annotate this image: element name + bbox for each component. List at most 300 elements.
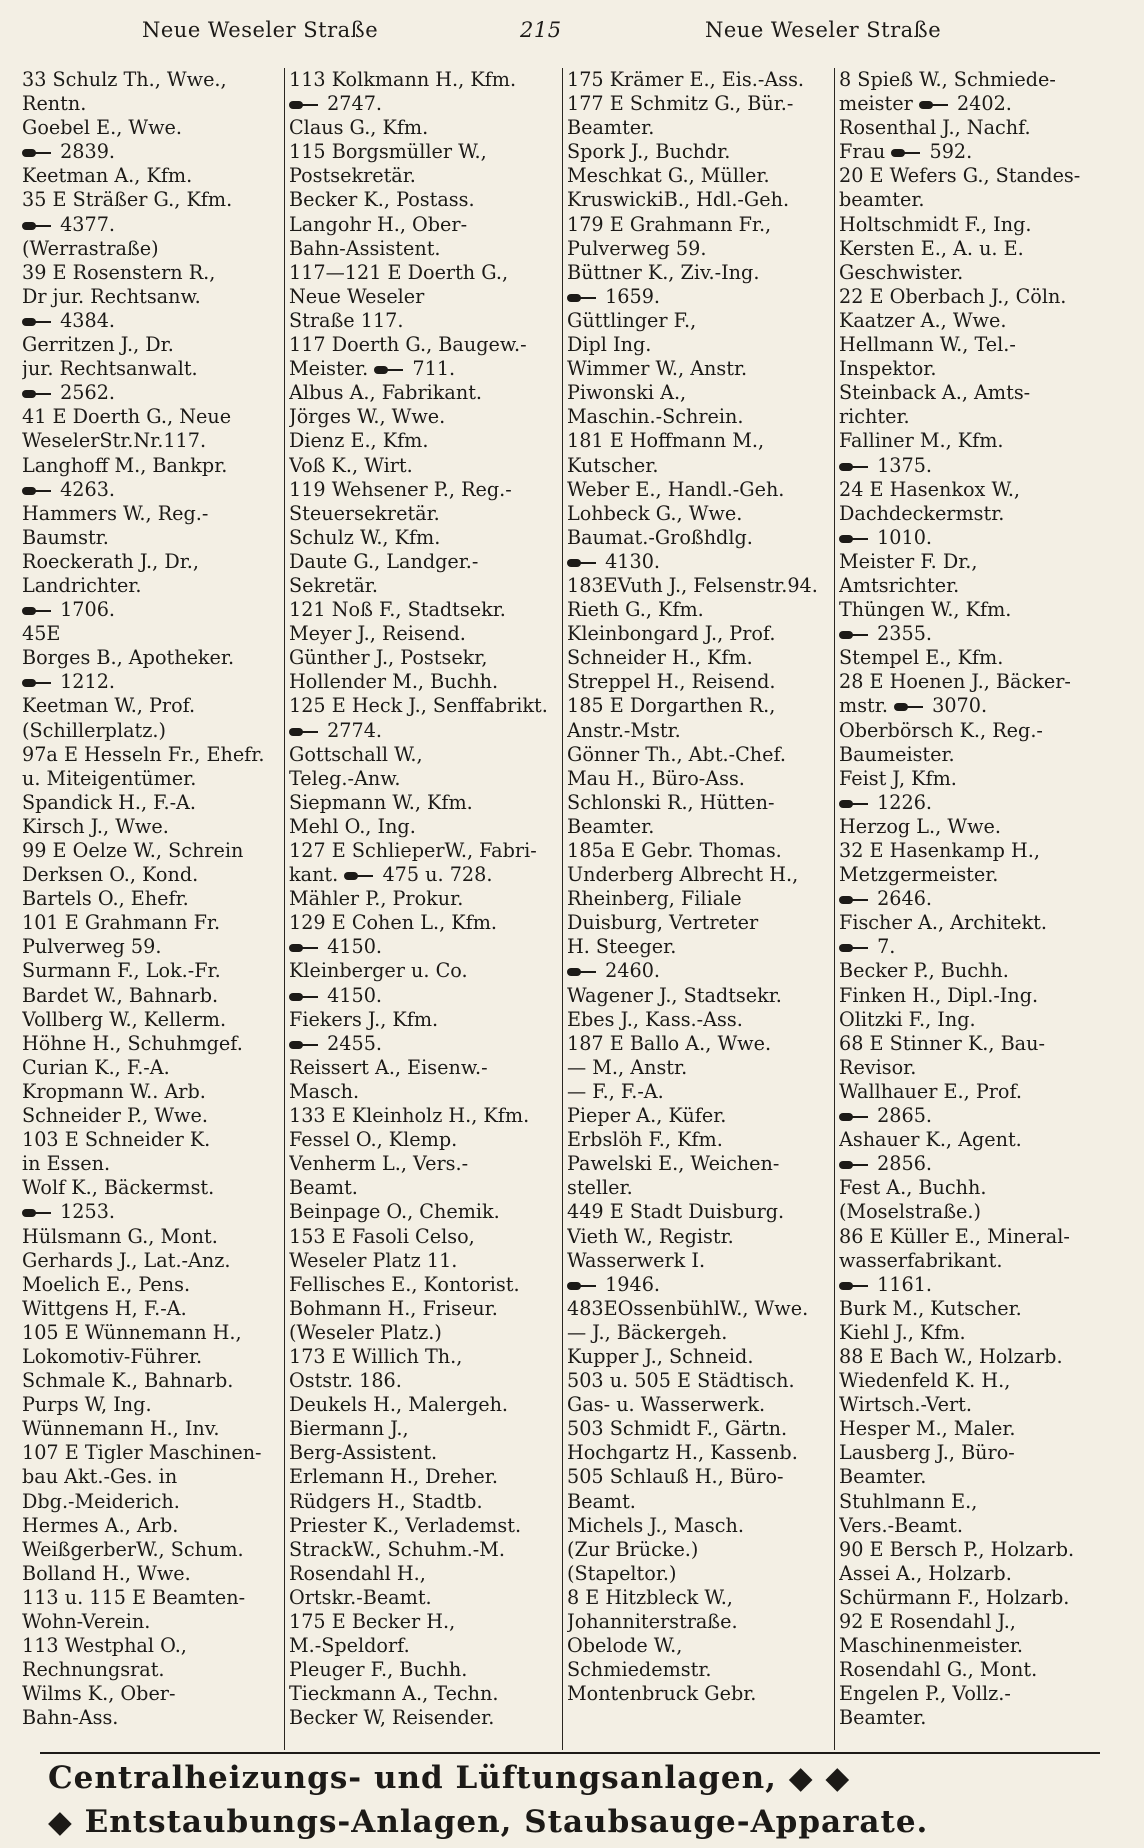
entry-line: Wolf K., Bäckermst. xyxy=(22,1176,215,1200)
entry-line: Kleinberger u. Co. xyxy=(289,959,468,983)
entry-line: Hermes A., Arb. xyxy=(22,1513,179,1537)
entry-line: 2455. xyxy=(289,1032,559,1056)
entry-line: 32 E Hasenkamp H., xyxy=(839,839,1040,862)
entry-line: u. Miteigentümer. xyxy=(22,766,197,790)
telephone-icon xyxy=(22,486,52,496)
entry-line: 2646. xyxy=(839,887,1131,911)
telephone-icon xyxy=(289,727,319,737)
entry-line: Assei A., Holzarb. xyxy=(839,1561,1012,1585)
entry-line: Beamter. xyxy=(839,1465,927,1489)
entry-line: Baumeister. xyxy=(839,742,955,766)
entry-line: meister 2402. xyxy=(839,92,1012,116)
entry-line: 4384. xyxy=(22,309,270,333)
entry-line: Wohn-Verein. xyxy=(22,1610,151,1633)
entry-line: Büttner K., Ziv.-Ing. xyxy=(567,260,760,284)
entry-line: 103 E Schneider K. xyxy=(22,1128,211,1152)
entry-line: Schneider H., Kfm. xyxy=(567,646,753,670)
entry-line: Fellisches E., Kontorist. xyxy=(289,1272,520,1296)
entry-line: (Stapeltor.) xyxy=(567,1561,677,1585)
entry-line: Siepmann W., Kfm. xyxy=(289,790,473,814)
entry-line: Schürmann F., Holzarb. xyxy=(839,1585,1070,1609)
entry-line: Meschkat G., Müller. xyxy=(567,164,770,188)
telephone-icon xyxy=(289,943,319,953)
entry-line: 187 E Ballo A., Wwe. xyxy=(567,1031,772,1055)
entry-line: Bahn-Ass. xyxy=(22,1706,119,1730)
entry-line: Erlemann H., Dreher. xyxy=(289,1465,498,1489)
entry-line: Vers.-Beamt. xyxy=(839,1513,963,1537)
entry-line: Hammers W., Reg.- xyxy=(22,501,209,525)
entry-line: 88 E Bach W., Holzarb. xyxy=(839,1344,1063,1368)
entry-line: Becker P., Buchh. xyxy=(839,959,1009,983)
entry-line: Hollender M., Buchh. xyxy=(289,670,499,694)
entry-line: 92 E Rosendahl J., xyxy=(839,1610,1016,1633)
telephone-icon xyxy=(22,317,52,327)
entry-line: Moelich E., Pens. xyxy=(22,1272,191,1296)
entry-line: bau Akt.-Ges. in xyxy=(22,1465,178,1489)
entry-line: 4377. xyxy=(22,213,270,237)
entry-line: Burk M., Kutscher. xyxy=(839,1296,1022,1320)
telephone-icon xyxy=(567,293,597,303)
footer-rule xyxy=(40,1752,1100,1754)
entry-line: 2460. xyxy=(567,959,832,983)
entry-line: 24 E Hasenkox W., xyxy=(839,477,1021,501)
entry-line: Vollberg W., Kellerm. xyxy=(22,1007,227,1031)
entry-line: Baumstr. xyxy=(22,525,109,549)
entry-line: Pawelski E., Weichen- xyxy=(567,1152,780,1176)
entry-line: 177 E Schmitz G., Bür.- xyxy=(567,92,794,116)
entry-line: 505 Schlauß H., Büro- xyxy=(567,1465,784,1489)
entry-line: 2562. xyxy=(22,381,270,405)
entry-line: 99 E Oelze W., Schrein xyxy=(22,839,244,862)
entry-line: Purps W, Ing. xyxy=(22,1393,152,1417)
entry-line: Daute G., Landger.- xyxy=(289,549,479,573)
entry-line: 1946. xyxy=(567,1273,832,1297)
telephone-icon xyxy=(894,702,924,712)
entry-line: 8 Spieß W., Schmiede- xyxy=(839,68,1056,91)
entry-line: (Werrastraße) xyxy=(22,236,159,260)
entry-line: Schmale K., Bahnarb. xyxy=(22,1369,234,1393)
page-header xyxy=(0,18,1144,52)
entry-line: 129 E Cohen L., Kfm. xyxy=(289,911,497,935)
entry-line: 115 Borgsmüller W., xyxy=(289,140,487,164)
entry-line: 2355. xyxy=(839,622,1131,646)
entry-line: 1212. xyxy=(22,670,270,694)
entry-line: 181 E Hoffmann M., xyxy=(567,429,765,453)
entry-line: 1226. xyxy=(839,791,1131,815)
entry-line: Duisburg, Vertreter xyxy=(567,911,759,935)
entry-line: Bolland H., Wwe. xyxy=(22,1561,191,1585)
telephone-icon xyxy=(891,148,921,158)
entry-line: Priester K., Verlademst. xyxy=(289,1513,522,1537)
entry-line: 175 Krämer E., Eis.-Ass. xyxy=(567,68,805,91)
entry-line: Dbg.-Meiderich. xyxy=(22,1489,180,1513)
entry-line: Gottschall W., xyxy=(289,742,423,766)
entry-line: Pulverweg 59. xyxy=(567,236,707,260)
entry-line: Güttlinger F., xyxy=(567,308,697,332)
entry-line: Stempel E., Kfm. xyxy=(839,646,1004,670)
entry-line: 121 Noß F., Stadtsekr. xyxy=(289,598,506,622)
entry-line: Engelen P., Vollz.- xyxy=(839,1682,1011,1706)
entry-line: 185 E Dorgarthen R., xyxy=(567,694,776,718)
entry-line: Pieper A., Küfer. xyxy=(567,1104,727,1128)
entry-line: Fessel O., Klemp. xyxy=(289,1128,458,1152)
entry-line: 45E xyxy=(22,622,61,646)
entry-line: — J., Bäckergeh. xyxy=(567,1320,728,1344)
telephone-icon xyxy=(22,606,52,616)
entry-line: Becker W, Reisender. xyxy=(289,1706,495,1730)
entry-line: Wittgens H, F.-A. xyxy=(22,1296,187,1320)
entry-line: Bartels O., Ehefr. xyxy=(22,887,189,911)
entry-line: Pulverweg 59. xyxy=(22,935,162,959)
entry-line: 2839. xyxy=(22,140,270,164)
entry-line: Bahn-Assistent. xyxy=(289,236,441,260)
telephone-icon xyxy=(22,1208,52,1218)
entry-line: Wasserwerk I. xyxy=(567,1248,706,1272)
entry-line: Wagener J., Stadtsekr. xyxy=(567,983,782,1007)
entry-line: Kirsch J., Wwe. xyxy=(22,814,169,838)
entry-line: 183EVuth J., Felsenstr.94. xyxy=(567,573,818,597)
entry-line: Rosendahl G., Mont. xyxy=(839,1658,1038,1682)
entry-line: Bardet W., Bahnarb. xyxy=(22,983,219,1007)
entry-line: Hesper M., Maler. xyxy=(839,1417,1016,1441)
entry-line: 1375. xyxy=(839,454,1131,478)
telephone-icon xyxy=(567,967,597,977)
entry-line: Stuhlmann E., xyxy=(839,1489,978,1513)
entry-line: Fischer A., Architekt. xyxy=(839,911,1047,935)
entry-line: 133 E Kleinholz H., Kfm. xyxy=(289,1104,530,1128)
entry-line: Rosenthal J., Nachf. xyxy=(839,116,1031,140)
entry-line: Postsekretär. xyxy=(289,164,416,188)
entry-line: Ortskr.-Beamt. xyxy=(289,1585,432,1609)
entry-line: 7. xyxy=(839,935,1131,959)
entry-line: (Weseler Platz.) xyxy=(289,1320,442,1344)
entry-line: 39 E Rosenstern R., xyxy=(22,260,216,284)
entry-line: Beamter. xyxy=(567,116,655,140)
entry-line: Jörges W., Wwe. xyxy=(289,405,446,429)
telephone-icon xyxy=(839,799,869,809)
telephone-icon xyxy=(919,100,949,110)
entry-line: Claus G., Kfm. xyxy=(289,116,429,140)
entry-line: Schneider P., Wwe. xyxy=(22,1104,208,1128)
entry-line: 107 E Tigler Maschinen- xyxy=(22,1441,262,1465)
entry-line: Albus A., Fabrikant. xyxy=(289,381,483,405)
entry-line: 28 E Hoenen J., Bäcker- xyxy=(839,670,1071,694)
entry-line: 483EOssenbühlW., Wwe. xyxy=(567,1296,809,1320)
entry-line: Keetman W., Prof. xyxy=(22,694,196,718)
entry-line: Rentn. xyxy=(22,92,87,116)
entry-line: 35 E Sträßer G., Kfm. xyxy=(22,188,233,212)
entry-line: Herzog L., Wwe. xyxy=(839,814,1001,838)
entry-line: Metzgermeister. xyxy=(839,863,999,887)
telephone-icon xyxy=(567,1281,597,1291)
directory-columns xyxy=(22,68,1126,1750)
entry-line: Fiekers J., Kfm. xyxy=(289,1007,439,1031)
entry-line: in Essen. xyxy=(22,1152,111,1176)
entry-line: 2774. xyxy=(289,719,559,743)
entry-line: Landrichter. xyxy=(22,573,142,597)
entry-line: Weseler Platz 11. xyxy=(289,1248,458,1272)
entry-line: Pleuger F., Buchh. xyxy=(289,1658,468,1682)
entry-line: Kropmann W.. Arb. xyxy=(22,1079,206,1103)
entry-line: Dienz E., Kfm. xyxy=(289,429,429,453)
entry-line: Meister F. Dr., xyxy=(839,549,978,573)
entry-line: Olitzki F., Ing. xyxy=(839,1007,976,1031)
entry-line: 119 Wehsener P., Reg.- xyxy=(289,477,512,501)
entry-line: Piwonski A., xyxy=(567,381,687,405)
telephone-icon xyxy=(22,221,52,231)
entry-line: Lokomotiv-Führer. xyxy=(22,1344,203,1368)
entry-line: Deukels H., Malergeh. xyxy=(289,1393,509,1417)
entry-line: (Moselstraße.) xyxy=(839,1200,981,1224)
entry-line: Roeckerath J., Dr., xyxy=(22,549,200,573)
entry-line: 113 Kolkmann H., Kfm. xyxy=(289,68,517,91)
entry-line: 117—121 E Doerth G., xyxy=(289,260,509,284)
entry-line: Hülsmann G., Mont. xyxy=(22,1224,218,1248)
advertisement-line-1: Centralheizungs- und Lüftungsanlagen, ◆ ◆ xyxy=(48,1760,851,1796)
entry-line: Ebes J., Kass.-Ass. xyxy=(567,1007,743,1031)
entry-line: Revisor. xyxy=(839,1055,917,1079)
entry-line: Meister. 711. xyxy=(289,357,456,381)
entry-line: Borges B., Apotheker. xyxy=(22,646,235,670)
entry-line: Beamter. xyxy=(567,814,655,838)
entry-line: Lohbeck G., Wwe. xyxy=(567,501,743,525)
entry-line: Schmiedemstr. xyxy=(567,1658,712,1682)
entry-line: Steinback A., Amts- xyxy=(839,381,1031,405)
entry-line: Geschwister. xyxy=(839,260,964,284)
entry-line: 41 E Doerth G., Neue xyxy=(22,405,232,429)
entry-line: 127 E SchlieperW., Fabri- xyxy=(289,839,537,862)
entry-line: Wilms K., Ober- xyxy=(22,1682,176,1706)
entry-line: Inspektor. xyxy=(839,357,937,381)
telephone-icon xyxy=(839,1112,869,1122)
entry-line: Derksen O., Kond. xyxy=(22,863,199,887)
entry-line: Oberbörsch K., Reg.- xyxy=(839,718,1043,742)
entry-line: richter. xyxy=(839,405,910,429)
telephone-icon xyxy=(839,630,869,640)
entry-line: 449 E Stadt Duisburg. xyxy=(567,1200,785,1224)
entry-line: Kleinbongard J., Prof. xyxy=(567,622,776,646)
entry-line: Kiehl J., Kfm. xyxy=(839,1320,966,1344)
header-street-left: Neue Weseler Straße xyxy=(142,18,379,42)
entry-line: Maschinenmeister. xyxy=(839,1634,1024,1658)
entry-line: Curian K., F.-A. xyxy=(22,1055,170,1079)
header-street-right: Neue Weseler Straße xyxy=(705,18,942,42)
entry-line: 185a E Gebr. Thomas. xyxy=(567,839,782,862)
entry-line: 1253. xyxy=(22,1200,270,1224)
telephone-icon xyxy=(839,462,869,472)
entry-line: Feist J, Kfm. xyxy=(839,766,957,790)
entry-line: 1659. xyxy=(567,285,832,309)
entry-line: Wirtsch.-Vert. xyxy=(839,1393,972,1417)
entry-line: Holtschmidt F., Ing. xyxy=(839,212,1032,236)
entry-line: Tieckmann A., Techn. xyxy=(289,1682,499,1706)
entry-line: Rosendahl H., xyxy=(289,1561,426,1585)
entry-line: Reissert A., Eisenw.- xyxy=(289,1055,488,1079)
entry-line: Anstr.-Mstr. xyxy=(567,718,681,742)
entry-line: Beamt. xyxy=(289,1176,358,1200)
telephone-icon xyxy=(289,100,319,110)
entry-line: 68 E Stinner K., Bau- xyxy=(839,1031,1045,1055)
entry-line: Voß K., Wirt. xyxy=(289,453,413,477)
entry-line: 2856. xyxy=(839,1152,1131,1176)
entry-line: Beamter. xyxy=(839,1706,927,1730)
entry-line: Underberg Albrecht H., xyxy=(567,863,799,887)
entry-line: Obelode W., xyxy=(567,1634,683,1658)
entry-line: Bohmann H., Friseur. xyxy=(289,1296,498,1320)
entry-line: 113 u. 115 E Beamten- xyxy=(22,1585,246,1609)
entry-line: Schlonski R., Hütten- xyxy=(567,790,775,814)
entry-line: WeselerStr.Nr.117. xyxy=(22,429,207,453)
entry-line: Thüngen W., Kfm. xyxy=(839,598,1012,622)
entry-line: Montenbruck Gebr. xyxy=(567,1682,757,1706)
entry-line: Hochgartz H., Kassenb. xyxy=(567,1441,798,1465)
entry-line: Langhoff M., Bankpr. xyxy=(22,453,228,477)
entry-line: 125 E Heck J., Senffabrikt. xyxy=(289,694,548,718)
entry-line: Günther J., Postsekr, xyxy=(289,646,488,670)
entry-line: 503 u. 505 E Städtisch. xyxy=(567,1369,795,1393)
entry-line: WeißgerberW., Schum. xyxy=(22,1537,244,1561)
entry-line: 117 Doerth G., Baugew.- xyxy=(289,333,527,357)
entry-line: Gerritzen J., Dr. xyxy=(22,333,174,357)
entry-line: Keetman A., Kfm. xyxy=(22,164,193,188)
entry-line: jur. Rechtsanwalt. xyxy=(22,357,198,381)
entry-line: Steuersekretär. xyxy=(289,501,440,525)
entry-line: 105 E Wünnemann H., xyxy=(22,1320,242,1344)
entry-line: Venherm L., Vers.- xyxy=(289,1152,469,1176)
entry-line: Kaatzer A., Wwe. xyxy=(839,308,1007,332)
entry-line: Gas- u. Wasserwerk. xyxy=(567,1393,766,1417)
entry-line: 4150. xyxy=(289,984,559,1008)
entry-line: Goebel E., Wwe. xyxy=(22,116,183,140)
telephone-icon xyxy=(289,992,319,1002)
entry-line: 86 E Küller E., Mineral- xyxy=(839,1224,1070,1248)
entry-line: Fest A., Buchh. xyxy=(839,1176,987,1200)
entry-line: KruswickiB., Hdl.-Geh. xyxy=(567,188,790,212)
entry-line: Rechnungsrat. xyxy=(22,1658,165,1682)
entry-line: Wallhauer E., Prof. xyxy=(839,1079,1023,1103)
entry-line: Kersten E., A. u. E. xyxy=(839,236,1024,260)
entry-line: Spandick H., F.-A. xyxy=(22,790,197,814)
entry-line: Mähler P., Prokur. xyxy=(289,887,464,911)
entry-line: 20 E Wefers G., Standes- xyxy=(839,164,1081,188)
telephone-icon xyxy=(567,558,597,568)
entry-line: Baumat.-Großhdlg. xyxy=(567,525,753,549)
entry-line: Hellmann W., Tel.- xyxy=(839,333,1016,357)
entry-line: Berg-Assistent. xyxy=(289,1441,438,1465)
entry-line: 4150. xyxy=(289,935,559,959)
entry-line: Biermann J., xyxy=(289,1417,409,1441)
advertisement-line-2: ◆ Entstaubungs-Anlagen, Staubsauge-Apparate. xyxy=(48,1804,929,1840)
column-1 xyxy=(22,68,270,1750)
entry-line: 2747. xyxy=(289,92,559,116)
page-number: 215 xyxy=(520,18,562,42)
telephone-icon xyxy=(839,1281,869,1291)
entry-line: Beamt. xyxy=(567,1489,636,1513)
entry-line: 101 E Grahmann Fr. xyxy=(22,911,221,935)
entry-line: 8 E Hitzbleck W., xyxy=(567,1585,733,1609)
entry-line: 33 Schulz Th., Wwe., xyxy=(22,68,227,91)
entry-line: Becker K., Postass. xyxy=(289,188,475,212)
entry-line: 2865. xyxy=(839,1104,1131,1128)
entry-line: Michels J., Masch. xyxy=(567,1513,744,1537)
entry-line: Rüdgers H., Stadtb. xyxy=(289,1489,483,1513)
entry-line: Oststr. 186. xyxy=(289,1369,402,1393)
telephone-icon xyxy=(374,365,404,375)
entry-line: 173 E Willich Th., xyxy=(289,1344,463,1368)
entry-line: 97a E Hesseln Fr., Ehefr. xyxy=(22,742,265,766)
entry-line: Streppel H., Reisend. xyxy=(567,670,776,694)
telephone-icon xyxy=(839,1160,869,1170)
entry-line: Wiedenfeld K. H., xyxy=(839,1369,1011,1393)
entry-line: 4130. xyxy=(567,550,832,574)
column-4 xyxy=(834,68,1131,1750)
entry-line: Weber E., Handl.-Geh. xyxy=(567,477,785,501)
entry-line: Spork J., Buchdr. xyxy=(567,140,731,164)
entry-line: Mau H., Büro-Ass. xyxy=(567,766,745,790)
entry-line: 113 Westphal O., xyxy=(22,1634,187,1658)
entry-line: StrackW., Schuhm.-M. xyxy=(289,1537,505,1561)
telephone-icon xyxy=(839,943,869,953)
entry-line: Mehl O., Ing. xyxy=(289,814,416,838)
entry-line: Schulz W., Kfm. xyxy=(289,525,441,549)
entry-line: Erbslöh F., Kfm. xyxy=(567,1128,723,1152)
telephone-icon xyxy=(289,1040,319,1050)
entry-line: Langohr H., Ober- xyxy=(289,212,468,236)
entry-line: Johanniterstraße. xyxy=(567,1610,738,1633)
entry-line: Lausberg J., Büro- xyxy=(839,1441,1015,1465)
entry-line: mstr. 3070. xyxy=(839,694,988,718)
entry-line: Surmann F., Lok.-Fr. xyxy=(22,959,221,983)
entry-line: Finken H., Dipl.-Ing. xyxy=(839,983,1039,1007)
entry-line: Sekretär. xyxy=(289,573,378,597)
entry-line: Maschin.-Schrein. xyxy=(567,405,744,429)
entry-line: Dr jur. Rechtsanw. xyxy=(22,284,201,308)
entry-line: Vieth W., Registr. xyxy=(567,1224,734,1248)
entry-line: Kupper J., Schneid. xyxy=(567,1344,754,1368)
entry-line: beamter. xyxy=(839,188,925,212)
entry-line: 1010. xyxy=(839,526,1131,550)
entry-line: 503 Schmidt F., Gärtn. xyxy=(567,1417,788,1441)
entry-line: 90 E Bersch P., Holzarb. xyxy=(839,1537,1075,1561)
entry-line: Wimmer W., Anstr. xyxy=(567,357,748,381)
entry-line: Frau 592. xyxy=(839,140,973,164)
telephone-icon xyxy=(22,389,52,399)
entry-line: 153 E Fasoli Celso, xyxy=(289,1224,475,1248)
entry-line: (Schillerplatz.) xyxy=(22,718,166,742)
entry-line: Neue Weseler xyxy=(289,284,425,308)
entry-line: 1706. xyxy=(22,598,270,622)
entry-line: Beinpage O., Chemik. xyxy=(289,1200,500,1224)
telephone-icon xyxy=(22,148,52,158)
entry-line: 179 E Grahmann Fr., xyxy=(567,212,772,236)
entry-line: Kutscher. xyxy=(567,453,659,477)
entry-line: Wünnemann H., Inv. xyxy=(22,1417,220,1441)
telephone-icon xyxy=(839,534,869,544)
entry-line: wasserfabrikant. xyxy=(839,1248,1003,1272)
entry-line: Gerhards J., Lat.-Anz. xyxy=(22,1248,231,1272)
telephone-icon xyxy=(344,871,374,881)
entry-line: — F., F.-A. xyxy=(567,1079,664,1103)
entry-line: 4263. xyxy=(22,478,270,502)
entry-line: Falliner M., Kfm. xyxy=(839,429,1004,453)
entry-line: Teleg.-Anw. xyxy=(289,766,401,790)
entry-line: H. Steeger. xyxy=(567,935,677,959)
entry-line: Straße 117. xyxy=(289,308,404,332)
column-2 xyxy=(284,68,559,1750)
telephone-icon xyxy=(22,678,52,688)
entry-line: Meyer J., Reisend. xyxy=(289,622,466,646)
entry-line: Höhne H., Schuhmgef. xyxy=(22,1031,243,1055)
